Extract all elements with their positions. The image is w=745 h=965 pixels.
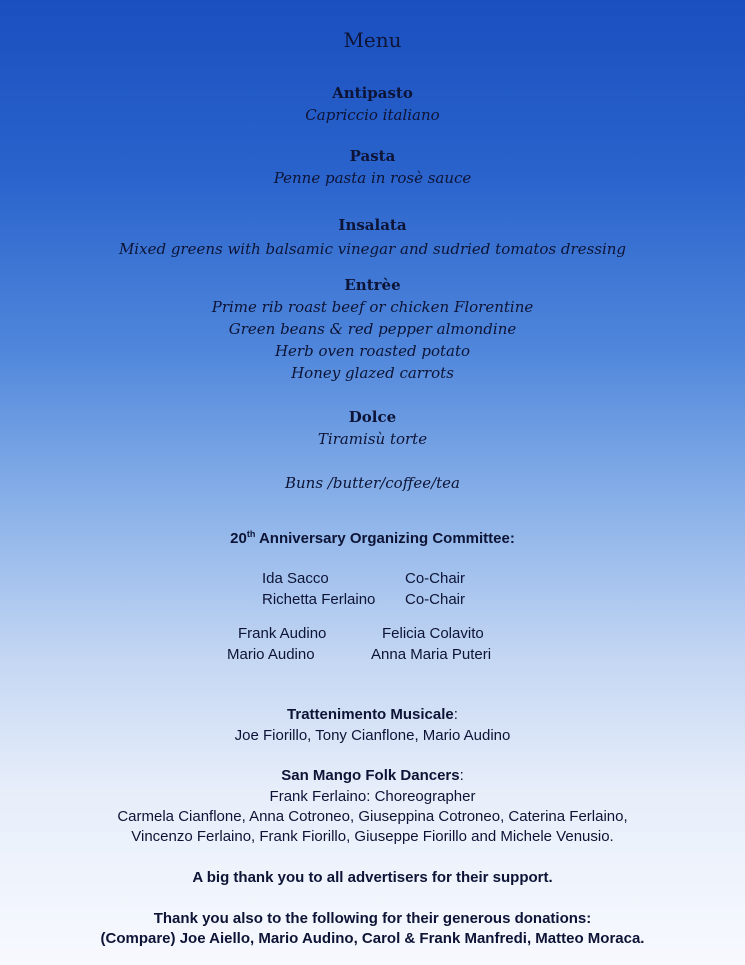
dancers-heading-colon: : xyxy=(459,767,464,784)
dancers-members-2: Vincenzo Ferlaino, Frank Fiorillo, Giuseppe Fiorillo and Michele Venusio. xyxy=(131,828,614,845)
dish-insalata: Mixed greens with balsamic vinegar and sudried tomatos dressing xyxy=(118,240,627,258)
dish-entree-4: Honey glazed carrots xyxy=(291,364,454,382)
dish-dolce: Tiramisù torte xyxy=(317,430,428,448)
chair-name-2: Richetta Ferlaino xyxy=(262,591,376,608)
member-left-2: Mario Audino xyxy=(227,646,315,663)
dish-pasta: Penne pasta in rosè sauce xyxy=(273,169,472,187)
thanks-donors: (Compare) Joe Aiello, Mario Audino, Carol & Frank Manfredi, Matteo Moraca. xyxy=(100,930,645,947)
menu-title: Menu xyxy=(343,28,402,52)
chair-role-2: Co-Chair xyxy=(405,591,466,608)
member-right-1: Felicia Colavito xyxy=(382,625,484,642)
music-heading-colon: : xyxy=(453,706,458,723)
member-left-1: Frank Audino xyxy=(238,625,327,642)
thanks-donations-heading: Thank you also to the following for their generous donations: xyxy=(153,910,592,927)
dancers-heading: San Mango Folk Dancers xyxy=(281,767,460,784)
music-heading: Trattenimento Musicale xyxy=(287,706,454,723)
dish-entree-3: Herb oven roasted potato xyxy=(274,342,471,360)
course-dolce: Dolce xyxy=(348,408,397,426)
course-pasta: Pasta xyxy=(349,147,396,165)
menu-extras: Buns /butter/coffee/tea xyxy=(285,474,460,492)
committee-heading-suffix: th xyxy=(246,529,256,539)
course-antipasto: Antipasto xyxy=(332,84,413,102)
thanks-advertisers: A big thank you to all advertisers for their support. xyxy=(192,869,553,886)
dancers-heading-line xyxy=(0,767,745,784)
music-heading-line xyxy=(0,706,745,723)
dish-entree-1: Prime rib roast beef or chicken Florentine xyxy=(211,298,534,316)
course-insalata: Insalata xyxy=(338,216,407,234)
committee-heading-number: 20 xyxy=(230,530,247,547)
chair-role-1: Co-Chair xyxy=(405,570,466,587)
dancers-choreographer: Frank Ferlaino: Choreographer xyxy=(269,788,476,805)
dish-antipasto: Capriccio italiano xyxy=(305,106,440,124)
committee-heading-text: Anniversary Organizing Committee: xyxy=(255,530,515,547)
member-right-2: Anna Maria Puteri xyxy=(371,646,492,663)
music-names: Joe Fiorillo, Tony Cianflone, Mario Audino xyxy=(234,727,511,744)
course-entree: Entrèe xyxy=(344,276,401,294)
dancers-members-1: Carmela Cianflone, Anna Cotroneo, Giuseppina Cotroneo, Caterina Ferlaino, xyxy=(117,808,628,825)
dish-entree-2: Green beans & red pepper almondine xyxy=(228,320,517,338)
committee-heading xyxy=(0,529,745,547)
chair-name-1: Ida Sacco xyxy=(262,570,329,587)
